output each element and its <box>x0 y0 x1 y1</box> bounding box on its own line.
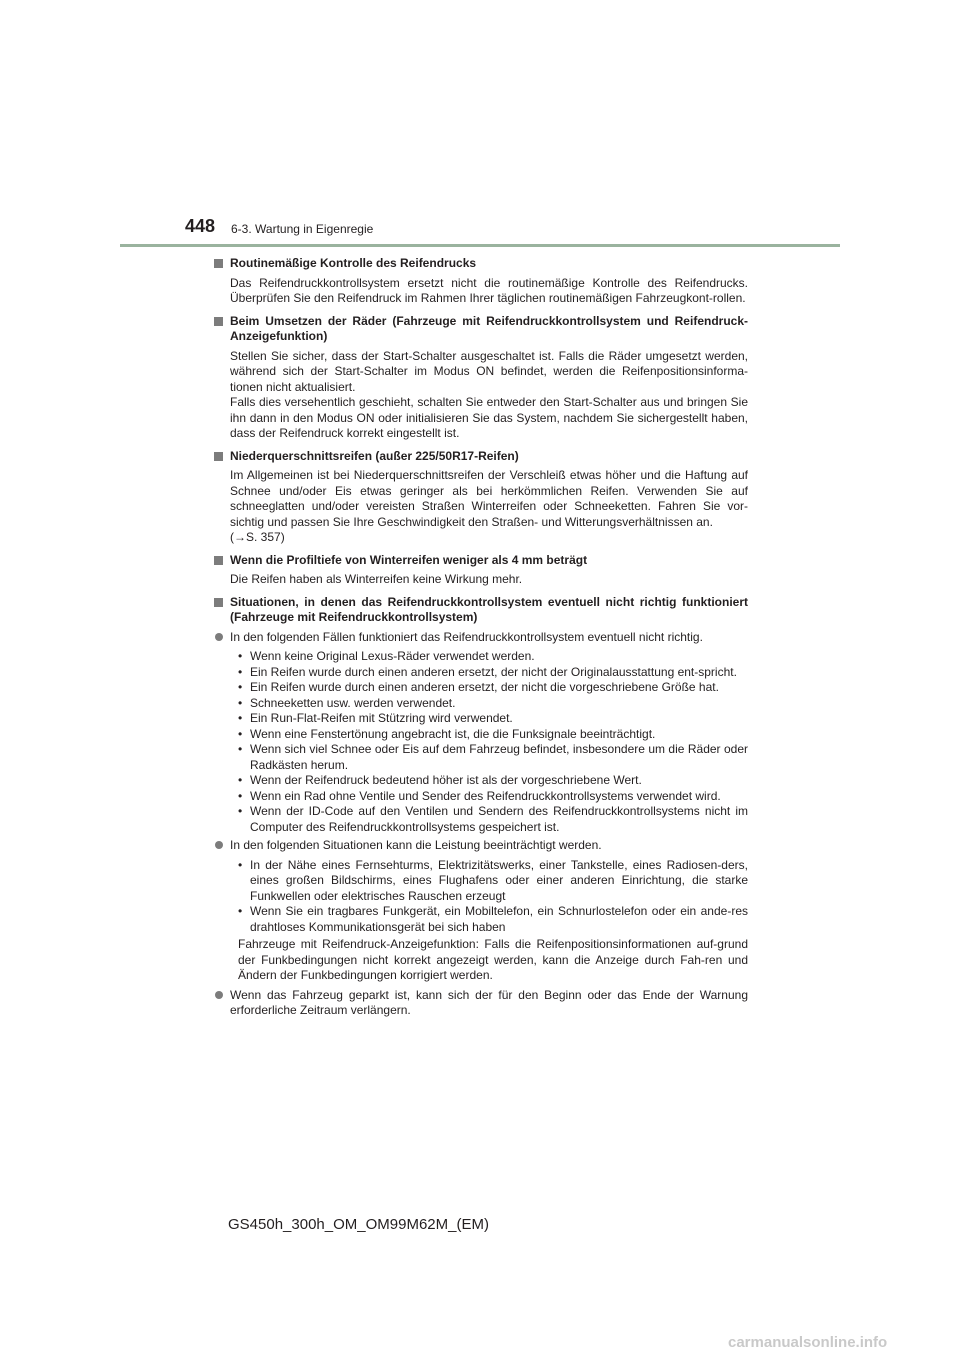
page-header <box>0 0 960 250</box>
condition-list <box>214 649 748 835</box>
dot-marker-icon: • <box>238 904 243 918</box>
section-winter-tire-depth <box>214 553 748 588</box>
section-heading <box>214 595 748 626</box>
section-heading-text: Beim Umsetzen der Räder (Fahrzeuge mit Reifendruckkontrollsystem und Reifendruck-Anzeigefunktion) <box>230 313 748 343</box>
square-bullet-icon <box>214 317 223 326</box>
square-bullet-icon <box>214 452 223 461</box>
dot-marker-icon: • <box>238 680 243 694</box>
square-bullet-icon <box>214 556 223 565</box>
dot-marker-icon: • <box>238 649 243 663</box>
bullet-text: Wenn das Fahrzeug geparkt ist, kann sich der für den Beginn oder das Ende der Warnung erforderliche Zeitraum verlängern. <box>230 987 748 1017</box>
dot-marker-icon: • <box>238 788 243 803</box>
list-item <box>238 742 748 773</box>
section-tpms-malfunction <box>214 595 748 1019</box>
list-item <box>238 711 748 727</box>
dot-marker-icon: • <box>238 857 243 872</box>
dot-marker-icon: • <box>238 664 243 679</box>
section-wheel-rotation <box>214 314 748 442</box>
section-heading-text: Routinemäßige Kontrolle des Reifendrucks <box>230 256 477 270</box>
paragraph: Das Reifendruckkontrollsystem ersetzt nicht die routinemäßige Kontrolle des Reifendrucks. Überprüfen Sie den Reifendruck im Rahmen Ihrer täglichen routinemäßigen Fahrzeugkont-rollen. <box>230 275 748 305</box>
page-number: 448 <box>185 216 216 236</box>
round-bullet-icon <box>215 991 223 999</box>
dot-marker-icon: • <box>238 726 243 741</box>
round-bullet-item <box>214 838 748 854</box>
round-bullet-icon <box>215 841 223 849</box>
dot-marker-icon: • <box>238 742 243 756</box>
list-item-text: Wenn keine Original Lexus-Räder verwendet werden. <box>250 649 535 663</box>
list-item-text: Wenn der ID-Code auf den Ventilen und Sendern des Reifendruckkontrollsystems nicht im Computer des Reifendruckkontrollsystems gespeichert ist. <box>250 804 748 834</box>
list-item <box>238 727 748 743</box>
list-item-text: Ein Reifen wurde durch einen anderen ersetzt, der nicht die vorgeschriebene Größe hat. <box>250 680 719 694</box>
section-low-profile-tires <box>214 449 748 546</box>
section-heading <box>214 449 748 465</box>
dot-marker-icon: • <box>238 695 243 710</box>
list-item <box>238 904 748 935</box>
list-item <box>238 649 748 665</box>
paragraph: Im Allgemeinen ist bei Niederquerschnittsreifen der Verschleiß etwas höher und die Haftung auf Schnee und/oder Eis etwas geringer als bei herkömmlichen Reifen. Verwenden Sie auf schneeglatten und/oder vereisten Straßen Winterreifen oder Schneeketten. Fahren Sie vor-sichtig und passen Sie Ihre Geschwindigkeit den Straßen- und Witterungsverhältnissen an. <box>230 468 748 529</box>
list-item-text: Wenn Sie ein tragbares Funkgerät, ein Mobiltelefon, ein Schnurlostelefon oder ein ande-res drahtloses Kommunikationsgerät bei sich haben <box>250 904 748 934</box>
page-content <box>214 256 748 1026</box>
paragraph: Stellen Sie sicher, dass der Start-Schalter ausgeschaltet ist. Falls die Räder umgesetzt werden, während sich der Start-Schalter im Modus ON befindet, werden die Reifenpositionsinforma-tionen nicht aktualisiert. <box>230 348 748 394</box>
page-reference[interactable]: (→S. 357) <box>230 530 285 544</box>
section-heading <box>214 314 748 345</box>
list-item <box>238 696 748 712</box>
situation-list <box>214 858 748 936</box>
dot-marker-icon: • <box>238 773 243 787</box>
note-paragraph: Fahrzeuge mit Reifendruck-Anzeigefunktion: Falls die Reifenpositionsinformationen auf-grund der Funkbedingungen nicht korrekt angezeigt werden, kann die Anzeige durch Fah-ren und Ändern der Funkbedingungen korrigiert werden. <box>238 937 748 982</box>
section-heading <box>214 553 748 569</box>
list-item <box>238 789 748 805</box>
list-item <box>238 665 748 681</box>
list-item-text: Wenn der Reifendruck bedeutend höher ist als der vorgeschriebene Wert. <box>250 773 642 787</box>
list-item <box>238 804 748 835</box>
dot-marker-icon: • <box>238 804 243 818</box>
document-code: GS450h_300h_OM_OM99M62M_(EM) <box>228 1216 489 1233</box>
section-tire-pressure-check <box>214 256 748 307</box>
list-item-text: Wenn ein Rad ohne Ventile und Sender des Reifendruckkontrollsystems verwendet wird. <box>250 788 721 803</box>
round-bullet-icon <box>215 633 223 641</box>
square-bullet-icon <box>214 598 223 607</box>
header-rule <box>120 244 840 247</box>
list-item <box>238 858 748 905</box>
list-item-text: Schneeketten usw. werden verwendet. <box>250 695 456 710</box>
list-item-text: Ein Run-Flat-Reifen mit Stützring wird verwendet. <box>250 711 513 725</box>
square-bullet-icon <box>214 259 223 268</box>
round-bullet-item <box>214 988 748 1019</box>
list-item-text: Wenn sich viel Schnee oder Eis auf dem Fahrzeug befindet, insbesondere um die Räder oder Radkästen herum. <box>250 742 748 772</box>
round-bullet-item <box>214 630 748 646</box>
dot-marker-icon: • <box>238 711 243 725</box>
paragraph: Die Reifen haben als Winterreifen keine Wirkung mehr. <box>230 572 523 586</box>
section-title: 6-3. Wartung in Eigenregie <box>231 222 374 236</box>
list-item-text: Wenn eine Fenstertönung angebracht ist, die die Funksignale beeinträchtigt. <box>250 726 656 741</box>
section-heading <box>214 256 748 272</box>
section-heading-text: Wenn die Profiltiefe von Winterreifen weniger als 4 mm beträgt <box>230 552 588 567</box>
bullet-text: In den folgenden Fällen funktioniert das Reifendruckkontrollsystem eventuell nicht richtig. <box>230 629 703 644</box>
section-heading-text: Situationen, in denen das Reifendruckkontrollsystem eventuell nicht richtig funktioniert (Fahrzeuge mit Reifendruckkontrollsystem) <box>230 594 748 624</box>
list-item-text: Ein Reifen wurde durch einen anderen ersetzt, der nicht der Originalausstattung ent-spricht. <box>250 664 737 679</box>
section-heading-text: Niederquerschnittsreifen (außer 225/50R17-Reifen) <box>230 448 519 463</box>
list-item <box>238 680 748 696</box>
paragraph: Falls dies versehentlich geschieht, schalten Sie entweder den Start-Schalter aus und bringen Sie ihn dann in den Modus ON oder initialisieren Sie das System, nachdem Sie sichergestellt haben, dass der Reifendruck korrekt eingestellt ist. <box>230 395 748 440</box>
list-item <box>238 773 748 789</box>
list-item-text: In der Nähe eines Fernsehturms, Elektrizitätswerks, einer Tankstelle, eines Radiosen-ders, eines großen Bildschirms, eines Flughafens oder einer anderen Einrichtung, die starke Funkwellen oder elektrisches Rauschen erzeugt <box>250 857 748 903</box>
bullet-text: In den folgenden Situationen kann die Leistung beeinträchtigt werden. <box>230 838 602 852</box>
watermark: carmanualsonline.info <box>728 1334 888 1351</box>
